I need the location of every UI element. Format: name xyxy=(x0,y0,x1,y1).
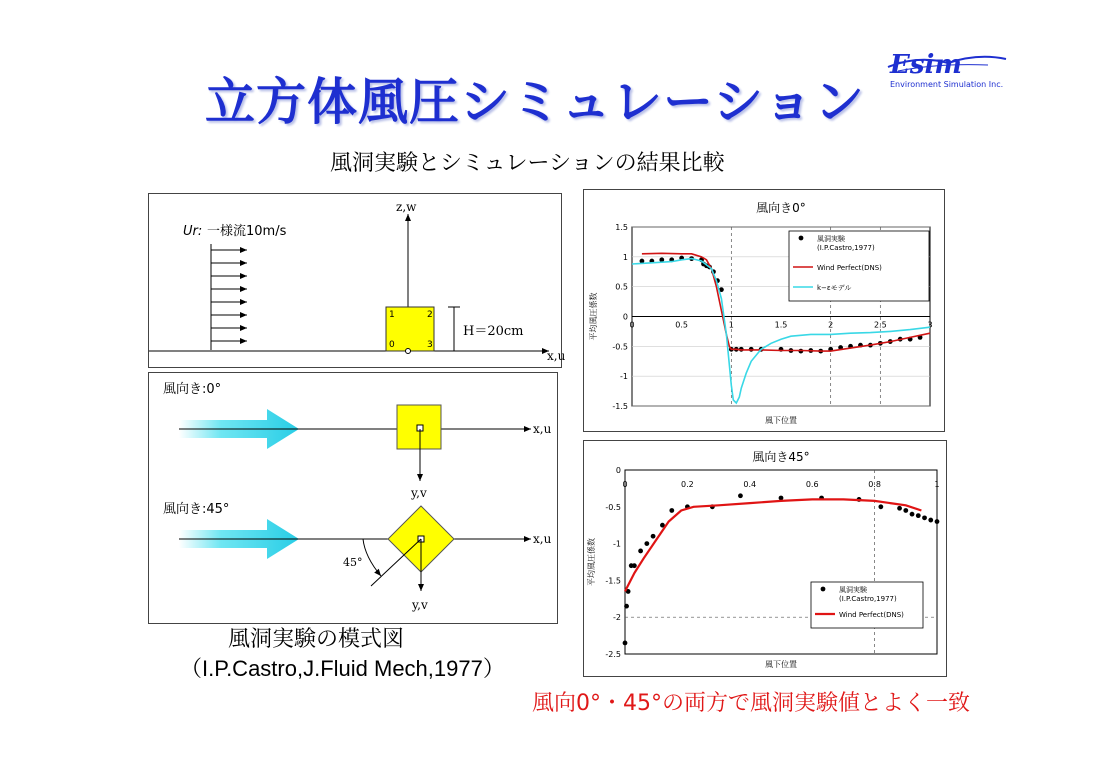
y-tick-label: 1.5 xyxy=(615,223,628,232)
plan45-x-axis-label: x,u xyxy=(533,532,552,546)
height-label: H＝20cm xyxy=(463,324,524,339)
uniform-flow-arrows xyxy=(211,250,247,341)
chart-title: 風向き0° xyxy=(756,201,806,215)
legend-box xyxy=(811,582,923,628)
wind-direction-0-label: 風向き:0° xyxy=(163,382,222,397)
logo-tagline: Environment Simulation Inc. xyxy=(890,80,1004,89)
corner-3: 3 xyxy=(427,340,433,350)
data-point xyxy=(928,518,933,523)
legend-label-1: Wind Perfect(DNS) xyxy=(839,611,904,619)
side-view-svg xyxy=(149,194,566,367)
legend-label-main: 風洞実験 xyxy=(817,235,845,243)
data-point xyxy=(624,604,629,609)
legend-marker-0 xyxy=(821,587,826,592)
plan0-y-axis-label: y,v xyxy=(411,486,427,500)
y-tick-label: -1.5 xyxy=(605,576,621,586)
wind-direction-45-label: 風向き:45° xyxy=(163,502,230,517)
series-line-1 xyxy=(625,499,921,591)
y-tick-label: -1 xyxy=(613,539,621,549)
side-z-axis-label: z,w xyxy=(396,200,417,214)
y-axis-label: 平均風圧係数 xyxy=(587,538,596,586)
y-tick-label: -2.5 xyxy=(605,650,621,659)
x-tick-label: 0 xyxy=(629,320,635,330)
chart-wind-45-panel xyxy=(583,440,947,677)
data-point xyxy=(916,513,921,518)
diagram-reference: （I.P.Castro,J.Fluid Mech,1977） xyxy=(180,656,505,681)
chart-wind-0-panel xyxy=(583,189,945,432)
diagram-caption: 風洞実験の模式図 xyxy=(228,627,405,652)
data-point xyxy=(897,506,902,511)
legend-label-main: 風洞実験 xyxy=(839,586,867,594)
data-point xyxy=(903,508,908,513)
legend-label-ref: (I.P.Castro,1977) xyxy=(817,244,875,252)
x-tick-label: 1 xyxy=(934,480,940,489)
x-axis-label: 風下位置 xyxy=(765,660,797,669)
x-tick-label: 2 xyxy=(828,320,834,330)
plan-view-diagram xyxy=(148,372,558,624)
conclusion-text: 風向0°・45°の両方で風洞実験値とよく一致 xyxy=(532,691,970,716)
plan0-x-axis-label: x,u xyxy=(533,422,552,436)
x-tick-label: 2.5 xyxy=(873,320,887,330)
data-point xyxy=(644,541,649,546)
data-point xyxy=(922,515,927,520)
data-point xyxy=(623,641,628,646)
data-point xyxy=(779,496,784,501)
y-tick-label: 1 xyxy=(622,252,628,262)
logo-mark: Esim xyxy=(890,50,962,80)
x-axis-label: 風下位置 xyxy=(765,416,797,425)
slide-title: 立方体風圧シミュレーション xyxy=(205,73,865,131)
corner-1: 1 xyxy=(389,310,395,320)
y-tick-label: -0.5 xyxy=(605,502,621,512)
data-point xyxy=(935,519,940,524)
legend-label-1: Wind Perfect(DNS) xyxy=(817,264,882,272)
flow-velocity-label: 一様流10m/s xyxy=(207,224,287,239)
x-tick-label: 1.5 xyxy=(774,320,788,330)
corner-0: 0 xyxy=(389,340,395,350)
side-view-diagram xyxy=(148,193,566,368)
data-point xyxy=(738,493,743,498)
data-point xyxy=(910,512,915,517)
chart-wind-45 xyxy=(584,441,946,676)
x-tick-label: 0 xyxy=(622,480,628,489)
data-point xyxy=(878,504,883,509)
chart-title: 風向き45° xyxy=(752,450,810,464)
y-tick-label: -0.5 xyxy=(612,342,628,352)
y-tick-label: 0.5 xyxy=(615,282,628,292)
chart-wind-0 xyxy=(584,190,944,431)
x-tick-label: 3 xyxy=(927,320,933,330)
esim-logo-graphic xyxy=(878,45,1018,95)
angle-label: 45° xyxy=(343,556,363,569)
side-x-axis-label: x,u xyxy=(547,349,566,363)
x-tick-label: 0.4 xyxy=(743,480,757,489)
y-tick-label: -1 xyxy=(620,372,628,382)
slide-subtitle: 風洞実験とシミュレーションの結果比較 xyxy=(330,151,725,176)
plan-view-svg xyxy=(149,373,557,623)
data-point xyxy=(638,549,643,554)
esim-logo xyxy=(878,45,1018,95)
legend-label-ref: (I.P.Castro,1977) xyxy=(839,595,897,603)
y-tick-label: 0 xyxy=(615,466,621,475)
flow-velocity-var: Ur: xyxy=(183,224,203,239)
legend-label-2: k−εモデル xyxy=(817,284,852,292)
x-tick-label: 1 xyxy=(728,320,734,330)
x-tick-label: 0.8 xyxy=(868,480,881,489)
plan45-y-axis-label: y,v xyxy=(412,598,428,612)
y-axis-label: 平均風圧係数 xyxy=(589,292,598,341)
data-point xyxy=(632,563,637,568)
x-tick-label: 0.5 xyxy=(675,320,689,330)
y-tick-label: -2 xyxy=(613,613,621,623)
y-tick-label: 0 xyxy=(622,312,628,322)
legend-marker-0 xyxy=(799,236,804,241)
x-tick-label: 0.2 xyxy=(681,480,694,489)
y-tick-label: -1.5 xyxy=(612,402,628,411)
x-tick-label: 0.6 xyxy=(805,480,819,489)
data-point xyxy=(651,534,656,539)
data-point xyxy=(669,508,674,513)
corner-2: 2 xyxy=(427,310,433,320)
